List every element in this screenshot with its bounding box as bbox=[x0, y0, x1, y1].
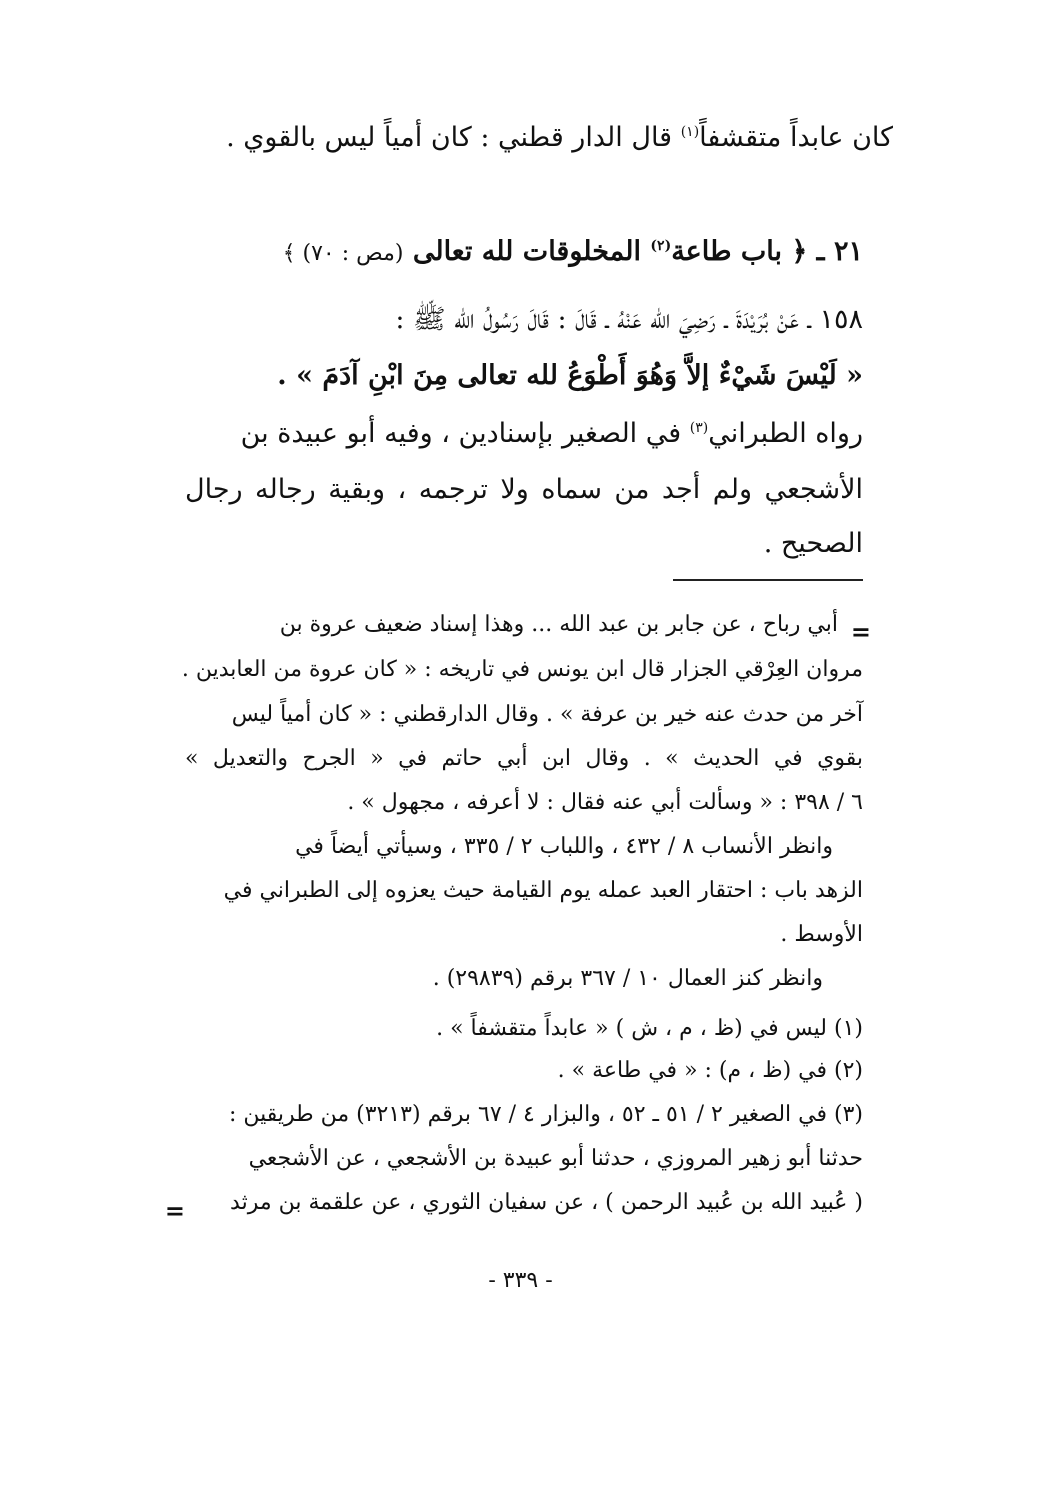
top-line bbox=[226, 122, 893, 153]
commentary-text-a: رواه الطبراني bbox=[708, 418, 863, 449]
footnote-line-8: الأوسط . bbox=[780, 922, 863, 947]
commentary-line-1 bbox=[185, 418, 863, 449]
footnote-line-9: وانظر كنز العمال ١٠ / ٣٦٧ برقم (٢٩٨٣٩) . bbox=[432, 966, 823, 991]
footnote-line-4: بقوي في الحديث » . وقال ابن أبي حاتم في « الجرح والتعديل » bbox=[185, 746, 863, 771]
commentary-line-3: الصحيح . bbox=[763, 528, 863, 559]
footnote-line-5: ٦ / ٣٩٨ : « وسألت أبي عنه فقال : لا أعرفه ، مجهول » . bbox=[347, 790, 863, 815]
footnote-line-6: وانظر الأنساب ٨ / ٤٣٢ ، واللباب ٢ / ٣٣٥ ، وسيأتي أيضاً في bbox=[295, 834, 833, 859]
top-text-a: كان عابداً متقشفاً bbox=[699, 122, 893, 153]
page-number: - ٣٣٩ - bbox=[488, 1268, 553, 1293]
footnote-3-line-2: حدثنا أبو زهير المروزي ، حدثنا أبو عبيدة بن الأشجعي ، عن الأشجعي bbox=[248, 1146, 863, 1171]
commentary-text-b: في الصغير بإسنادين ، وفيه أبو عبيدة بن bbox=[240, 418, 682, 449]
continuation-mark: = bbox=[850, 617, 871, 646]
top-text-b: قال الدار قطني : كان أمياً ليس بالقوي . bbox=[226, 122, 673, 153]
chapter-heading-ref: (مص : ٧٠) ﴾ bbox=[282, 241, 404, 266]
footnote-line-7: الزهد باب : احتقار العبد عمله يوم القيامة حيث يعزوه إلى الطبراني في bbox=[223, 878, 863, 903]
footnote-line-1: أبي رباح ، عن جابر بن عبد الله ... وهذا إسناد ضعيف عروة بن bbox=[279, 612, 838, 637]
hadith-line-2: « لَيْسَ شَيْءٌ إلاَّ وَهُوَ أَطْوَعُ لله تعالى مِنَ ابْنِ آدَمَ » . bbox=[277, 360, 863, 391]
end-continuation-mark: = bbox=[164, 1196, 185, 1225]
commentary-line-2: الأشجعي ولم أجد من سماه ولا ترجمه ، وبقية رجاله رجال bbox=[185, 474, 863, 505]
footnote-1: (١) ليس في (ظ ، م ، ش ) « عابداً متقشفاً » . bbox=[436, 1016, 863, 1041]
footnote-ref-1: (١) bbox=[680, 124, 700, 140]
footnote-2: (٢) في (ظ ، م) : « في طاعة » . bbox=[557, 1058, 863, 1083]
hadith-line-1: ١٥٨ ـ عَنْ بُرَيْدَةَ ـ رَضِيَ الله عَنْهُ ـ قَالَ : قَالَ رَسُولُ الله ﷺ : bbox=[395, 304, 863, 335]
footnote-line-2: مروان العِرْقي الجزار قال ابن يونس في تاريخه : « كان عروة من العابدين . bbox=[181, 657, 863, 682]
footnote-ref-2: (٢) bbox=[650, 238, 672, 254]
footnote-3-line-1: (٣) في الصغير ٢ / ٥١ ـ ٥٢ ، والبزار ٤ / ٦٧ برقم (٣٢١٣) من طريقين : bbox=[228, 1102, 863, 1127]
chapter-heading bbox=[283, 236, 863, 267]
chapter-heading-b: المخلوقات لله تعالى bbox=[412, 236, 641, 267]
footnote-3-line-3: ( عُبيد الله بن عُبيد الرحمن ) ، عن سفيان الثوري ، عن علقمة بن مرثد bbox=[230, 1190, 863, 1215]
footnote-line-3: آخر من حدث عنه خير بن عرفة » . وقال الدارقطني : « كان أمياً ليس bbox=[231, 702, 863, 727]
chapter-heading-a: ٢١ ـ ﴿ باب طاعة bbox=[671, 236, 863, 267]
footnote-separator bbox=[673, 579, 863, 581]
footnote-ref-3: (٣) bbox=[689, 420, 709, 436]
